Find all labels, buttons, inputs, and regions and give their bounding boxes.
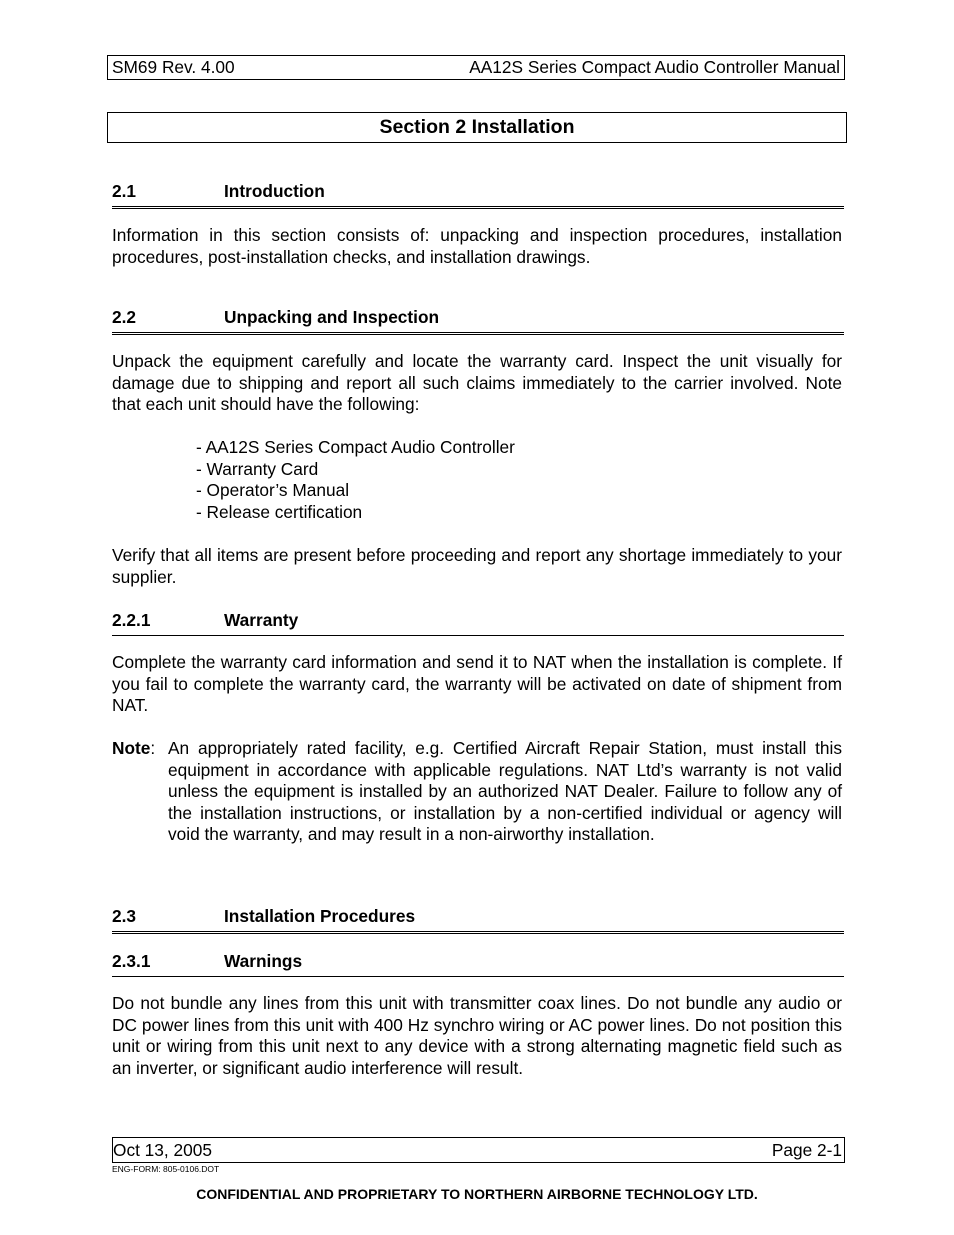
heading-number: 2.1 bbox=[112, 181, 137, 201]
heading-number: 2.2 bbox=[112, 307, 137, 327]
heading-number: 2.3.1 bbox=[112, 951, 151, 971]
footer-date: Oct 13, 2005 bbox=[113, 1139, 212, 1160]
confidential-notice: CONFIDENTIAL AND PROPRIETARY TO NORTHERN AIRBORNE TECHNOLOGY LTD. bbox=[196, 1186, 758, 1202]
page-footer bbox=[112, 1137, 845, 1163]
document-id: SM69 Rev. 4.00 bbox=[112, 57, 235, 77]
heading-text: Warranty bbox=[224, 610, 299, 630]
introduction-paragraph: Information in this section consists of: unpacking and inspection procedures, installation procedures, post-installation checks, and installation drawings. bbox=[112, 225, 842, 267]
heading-number: 2.2.1 bbox=[112, 610, 151, 630]
list-item: - Release certification bbox=[196, 501, 363, 522]
page-number: Page 2-1 bbox=[771, 1139, 842, 1160]
unpacking-paragraph: Unpack the equipment carefully and locate the warranty card. Inspect the unit visually for damage due to shipping and report all such claims immediately to the carrier involved. Note that each unit should have the following: bbox=[112, 351, 842, 414]
verify-paragraph: Verify that all items are present before proceeding and report any shortage immediately to your supplier. bbox=[112, 545, 842, 587]
heading-warnings bbox=[112, 951, 844, 977]
form-id: ENG-FORM: 805-0106.DOT bbox=[112, 1164, 220, 1174]
heading-text: Warnings bbox=[224, 951, 303, 971]
heading-unpacking bbox=[112, 307, 844, 335]
note-text: An appropriately rated facility, e.g. Certified Aircraft Repair Station, must install this equipment in accordance with applicable regulations. NAT Ltd’s warranty is not valid unless the equipment is installed by an authorized NAT Dealer. Failure to follow any of the installation instructions, or installation by a non-certified individual or agency will void the warranty, and may result in a non-airworthy installation. bbox=[168, 738, 842, 845]
list-item: - Operator’s Manual bbox=[196, 480, 350, 501]
list-item: - Warranty Card bbox=[196, 458, 319, 479]
note-label: Note: bbox=[112, 738, 156, 758]
contents-list bbox=[196, 437, 515, 523]
list-item: - AA12S Series Compact Audio Controller bbox=[196, 437, 515, 457]
heading-number: 2.3 bbox=[112, 906, 137, 926]
warranty-paragraph: Complete the warranty card information and send it to NAT when the installation is complete. If you fail to complete the warranty card, the warranty will be activated on date of shipment from NAT. bbox=[112, 652, 842, 715]
heading-warranty bbox=[112, 610, 844, 636]
heading-text: Unpacking and Inspection bbox=[224, 307, 440, 327]
manual-title: AA12S Series Compact Audio Controller Manual bbox=[469, 57, 840, 77]
warnings-paragraph: Do not bundle any lines from this unit with transmitter coax lines. Do not bundle any audio or DC power lines from this unit with 400 Hz synchro wiring or AC power lines. Do not position this unit or wiring from this unit next to any device with a strong alternating magnetic field such as an inverter, or significant audio interference will result. bbox=[112, 993, 842, 1078]
warranty-note bbox=[112, 738, 842, 846]
heading-installation-procedures bbox=[112, 906, 844, 934]
heading-text: Introduction bbox=[224, 181, 325, 201]
page-header bbox=[107, 55, 845, 80]
heading-text: Installation Procedures bbox=[224, 906, 416, 926]
section-title: Section 2 Installation bbox=[107, 112, 847, 143]
heading-introduction bbox=[112, 181, 844, 209]
